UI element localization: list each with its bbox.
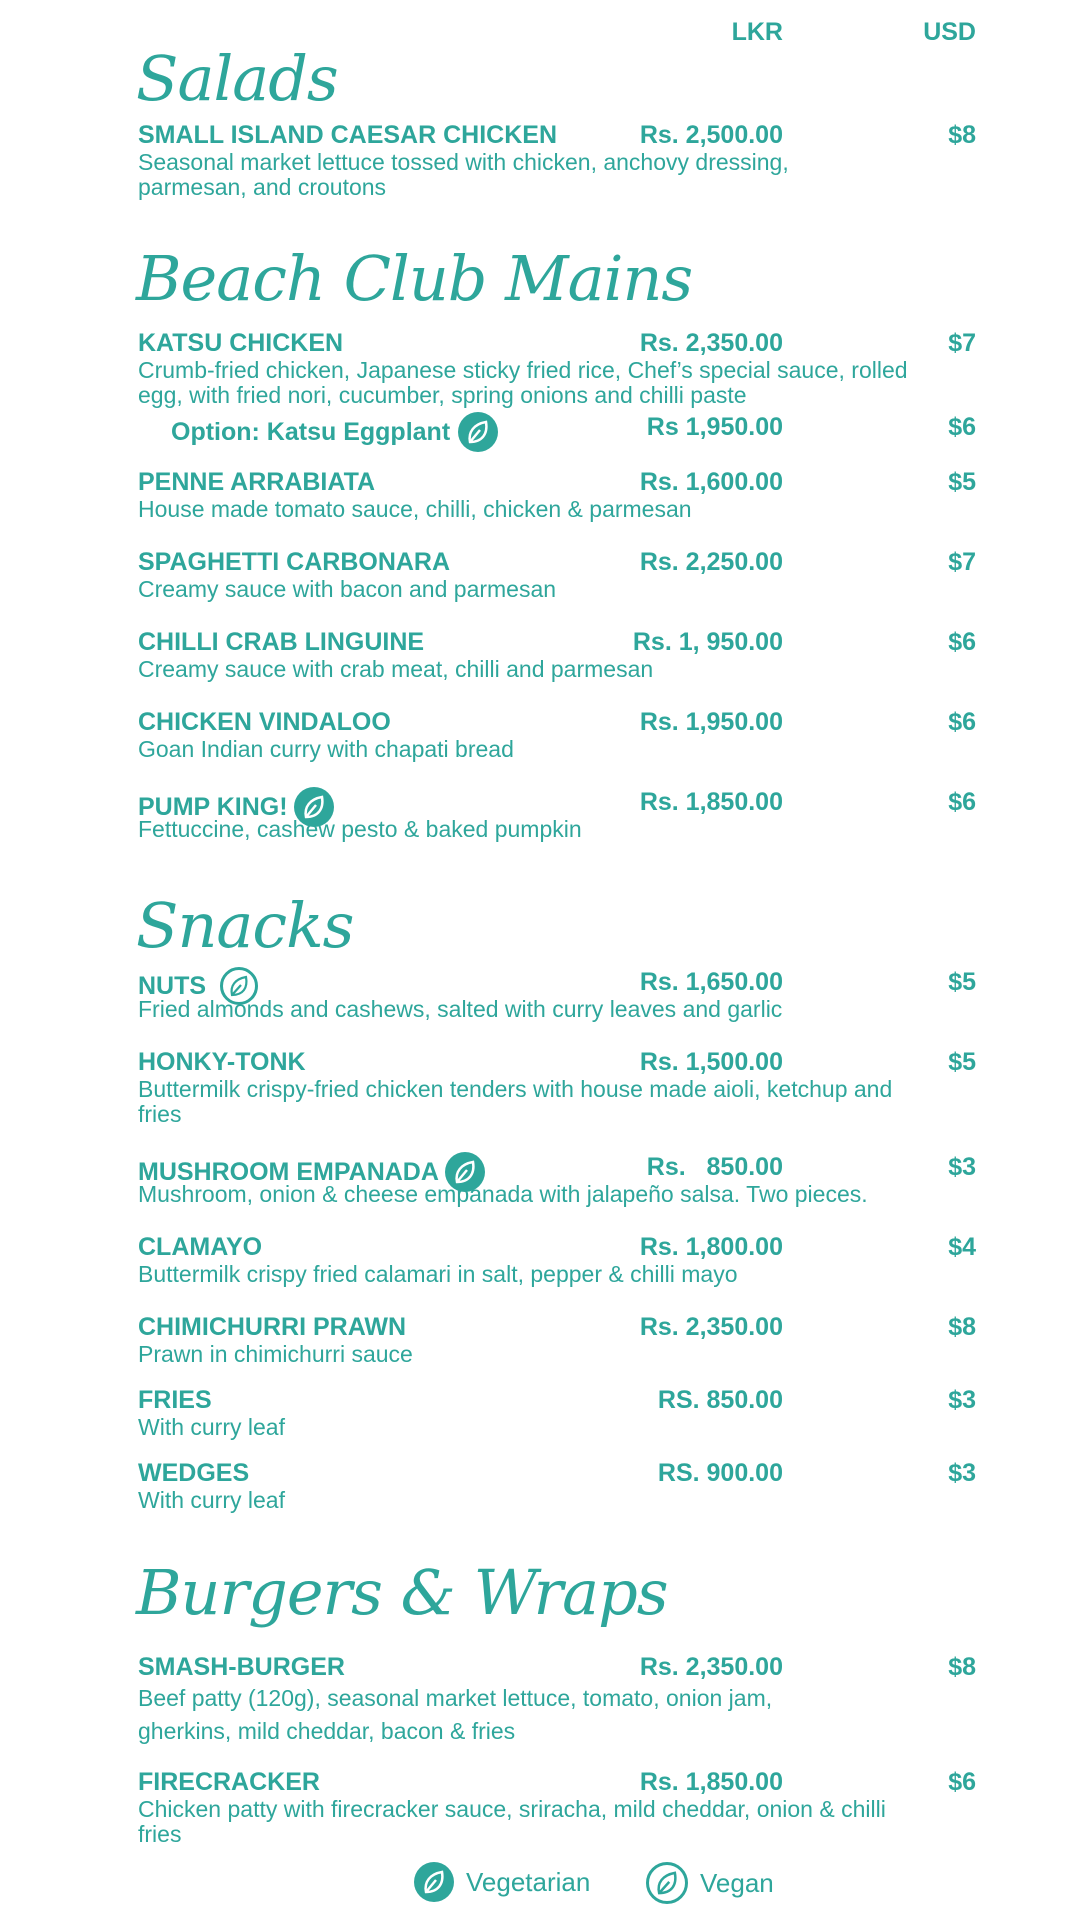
legend-vegan (646, 1862, 774, 1904)
menu-item-price-lkr: Rs. 2,350.00 (639, 329, 783, 357)
menu-item-name: MUSHROOM EMPANADA (138, 1158, 439, 1186)
vegetarian-leaf-icon (458, 412, 498, 452)
menu-item-description: Prawn in chimichurri sauce (138, 1341, 413, 1367)
menu-item-price-usd: $8 (948, 121, 976, 149)
usd-column-header: USD (923, 18, 976, 46)
menu-item-description: Buttermilk crispy fried calamari in salt, pepper & chilli mayo (138, 1261, 738, 1287)
menu-item-name: WEDGES (138, 1459, 250, 1487)
menu-item-description: Crumb-fried chicken, Japanese sticky fried rice, Chef’s special sauce, rolled egg, with fried nori, cucumber, spring onions and chilli paste (138, 357, 908, 408)
legend-label: Vegetarian (466, 1866, 591, 1897)
menu-item-name: HONKY-TONK (138, 1048, 306, 1076)
menu-item-description: Mushroom, onion & cheese empanada with jalapeño salsa. Two pieces. (138, 1181, 868, 1207)
menu-item-price-lkr: Rs. 1,600.00 (639, 468, 783, 496)
menu-item-price-usd: $4 (948, 1233, 976, 1261)
section-title-burgers: Burgers & Wraps (136, 1556, 668, 1629)
menu-item-name: KATSU CHICKEN (138, 329, 344, 357)
menu-item-description: Fried almonds and cashews, salted with curry leaves and garlic (138, 996, 783, 1022)
menu-item-name: CHILLI CRAB LINGUINE (138, 628, 425, 656)
menu-item-description: Buttermilk crispy-fried chicken tenders with house made aioli, ketchup and fries (138, 1076, 893, 1127)
menu-item-name: PUMP KING! (138, 793, 288, 821)
menu-item-description: Creamy sauce with bacon and parmesan (138, 576, 557, 602)
menu-item-price-usd: $6 (948, 628, 976, 656)
menu-item-name: NUTS (138, 972, 207, 1000)
menu-item-description: Chicken patty with firecracker sauce, sriracha, mild cheddar, onion & chilli fries (138, 1796, 886, 1847)
menu-item-price-usd: $6 (948, 413, 976, 441)
menu-item-price-usd: $8 (948, 1313, 976, 1341)
menu-item-option (171, 412, 498, 452)
legend-vegetarian (414, 1862, 590, 1902)
menu-item-price-lkr: Rs. 1,850.00 (639, 1768, 783, 1796)
menu-item-price-usd: $3 (948, 1459, 976, 1487)
menu-item-name: CLAMAYO (138, 1233, 263, 1261)
section-title-snacks: Snacks (136, 889, 354, 962)
section-title-mains: Beach Club Mains (136, 242, 693, 315)
menu-item-description: House made tomato sauce, chilli, chicken & parmesan (138, 496, 692, 522)
section-title-salads: Salads (136, 42, 338, 115)
menu-item-name: SPAGHETTI CARBONARA (138, 548, 451, 576)
menu-item-price-lkr: Rs. 1,850.00 (639, 788, 783, 816)
vegan-leaf-icon (646, 1862, 688, 1904)
menu-item-name: SMALL ISLAND CAESAR CHICKEN (138, 121, 557, 149)
menu-item-price-lkr: Rs. 2,350.00 (639, 1313, 783, 1341)
vegetarian-leaf-icon (414, 1862, 454, 1902)
menu-item-price-lkr: Rs. 1, 950.00 (632, 628, 783, 656)
menu-item-name: Option: Katsu Eggplant (171, 418, 451, 446)
menu-item-price-usd: $8 (948, 1653, 976, 1681)
menu-item-price-usd: $6 (948, 1768, 976, 1796)
menu-item-price-lkr: Rs. 2,250.00 (639, 548, 783, 576)
menu-item-price-lkr: Rs. 1,950.00 (639, 708, 783, 736)
menu-item-price-lkr: Rs. 1,650.00 (639, 968, 783, 996)
menu-item-description: With curry leaf (138, 1414, 285, 1440)
lkr-column-header: LKR (731, 18, 783, 46)
menu-item-description: Seasonal market lettuce tossed with chicken, anchovy dressing, parmesan, and croutons (138, 149, 789, 200)
menu-item-name: CHICKEN VINDALOO (138, 708, 391, 736)
menu-item-name: FIRECRACKER (138, 1768, 320, 1796)
menu-item-name: FRIES (138, 1386, 212, 1414)
legend-label: Vegan (700, 1867, 774, 1898)
menu-item-price-usd: $7 (948, 329, 976, 357)
menu-item-price-usd: $5 (948, 1048, 976, 1076)
menu-item-price-lkr: RS. 850.00 (657, 1386, 783, 1414)
menu-item-description: Fettuccine, cashew pesto & baked pumpkin (138, 816, 582, 842)
menu-item-description: Creamy sauce with crab meat, chilli and parmesan (138, 656, 654, 682)
menu-item-price-lkr: Rs. 2,500.00 (639, 121, 783, 149)
menu-item-name: SMASH-BURGER (138, 1653, 345, 1681)
menu-item-price-lkr: Rs 1,950.00 (646, 413, 783, 441)
menu-item-price-usd: $7 (948, 548, 976, 576)
menu-item-price-usd: $6 (948, 708, 976, 736)
menu-item-price-usd: $6 (948, 788, 976, 816)
menu-item-price-lkr: Rs. 2,350.00 (639, 1653, 783, 1681)
menu-item-name: PENNE ARRABIATA (138, 468, 376, 496)
menu-item-name: CHIMICHURRI PRAWN (138, 1313, 407, 1341)
menu-item-price-lkr: Rs. 1,800.00 (639, 1233, 783, 1261)
menu-item-description: With curry leaf (138, 1487, 285, 1513)
menu-item-price-lkr: Rs. 1,500.00 (639, 1048, 783, 1076)
menu-item-price-lkr: RS. 900.00 (657, 1459, 783, 1487)
menu-item-price-usd: $3 (948, 1386, 976, 1414)
menu-item-price-usd: $5 (948, 968, 976, 996)
menu-item-description: Beef patty (120g), seasonal market lettuce, tomato, onion jam, gherkins, mild cheddar, bacon & fries (138, 1685, 773, 1744)
menu-item-description: Goan Indian curry with chapati bread (138, 736, 514, 762)
menu-item-price-usd: $3 (948, 1153, 976, 1181)
menu-item-price-usd: $5 (948, 468, 976, 496)
menu-item-price-lkr: Rs. 850.00 (646, 1153, 783, 1181)
